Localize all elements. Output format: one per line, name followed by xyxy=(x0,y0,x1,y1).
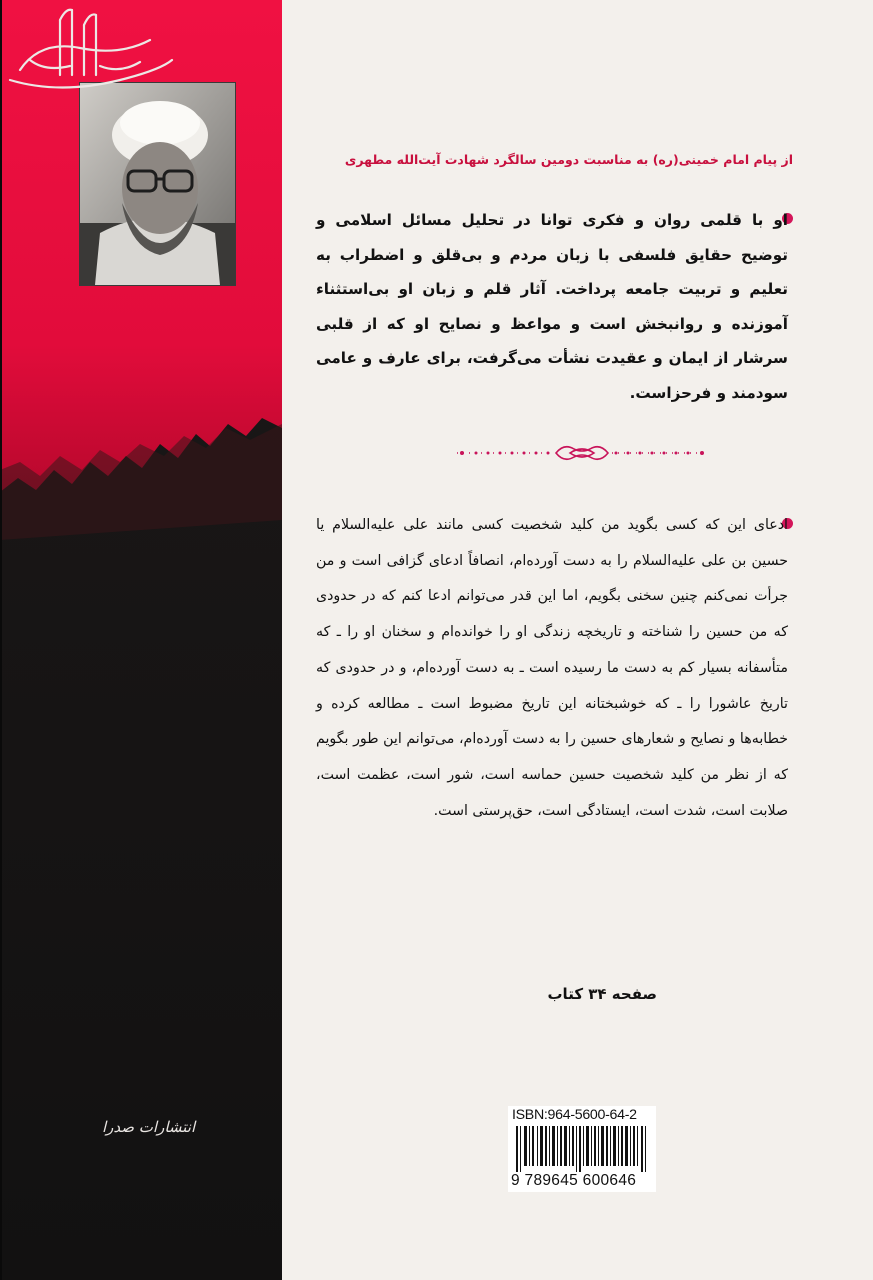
page-reference: صفحه ۳۴ کتاب xyxy=(547,985,657,1003)
ornament-divider xyxy=(452,439,712,467)
author-portrait-photo xyxy=(79,82,236,286)
cover-spine-panel xyxy=(0,0,282,1280)
isbn-number: ISBN:964-5600-64-2 xyxy=(512,1107,637,1123)
publisher-name: انتشارات صدرا xyxy=(102,1118,196,1136)
isbn-barcode-block xyxy=(508,1106,656,1192)
ean-number: 9 789645 600646 xyxy=(511,1172,637,1189)
barcode-icon xyxy=(516,1126,648,1172)
quote-source-line: از پیام امام خمینی(ره) به مناسبت دومین سالگرد شهادت آیت‌الله مطهری xyxy=(344,152,793,167)
paragraph-khomeini-quote: او با قلمی روان و فکری توانا در تحلیل مسائل اسلامی و توضیح حقایق فلسفی با زبان مردم و بی‌قلق و اضطراب به تعلیم و تربیت جامعه پرداخت. آثار قلم و زبان او بی‌استثناء آموزنده و روانبخش است و مواعظ و نصایح او که از قلبی سرشار از ایمان و عقیدت نشأت می‌گرفت، برای عارف و عامی سودمند و فرحزاست. xyxy=(316,211,788,402)
paragraph-book-excerpt: ادعای این که کسی بگوید من کلید شخصیت کسی مانند علی علیه‌السلام یا حسین بن علی علیه‌السلام را به دست آورده‌ام، انصافاً ادعای گزافی است و من جرأت نمی‌کنم چنین سخنی بگویم، اما این قدر می‌توانم ادعا کنم که در حدودی که من حسین را شناخته و تاریخچه زندگی او را خوانده‌ام و سخنان او را ـ که متأسفانه بسیار کم به دست ما رسیده است ـ به دست آورده‌ام، و در حدودی که تاریخ عاشورا را ـ که خوشبختانه این تاریخ مضبوط است ـ مطالعه کرده و خطابه‌ها و نصایح و شعارهای حسین را به دست آورده‌ام، می‌توانم این طور بگویم که از نظر من کلید شخصیت حسین حماسه است، شور است، عظمت است، صلابت است، شدت است، ایستادگی است، حق‌پرستی است. xyxy=(316,517,788,819)
back-cover-text-page xyxy=(282,0,873,1280)
publisher-logo xyxy=(0,0,180,110)
